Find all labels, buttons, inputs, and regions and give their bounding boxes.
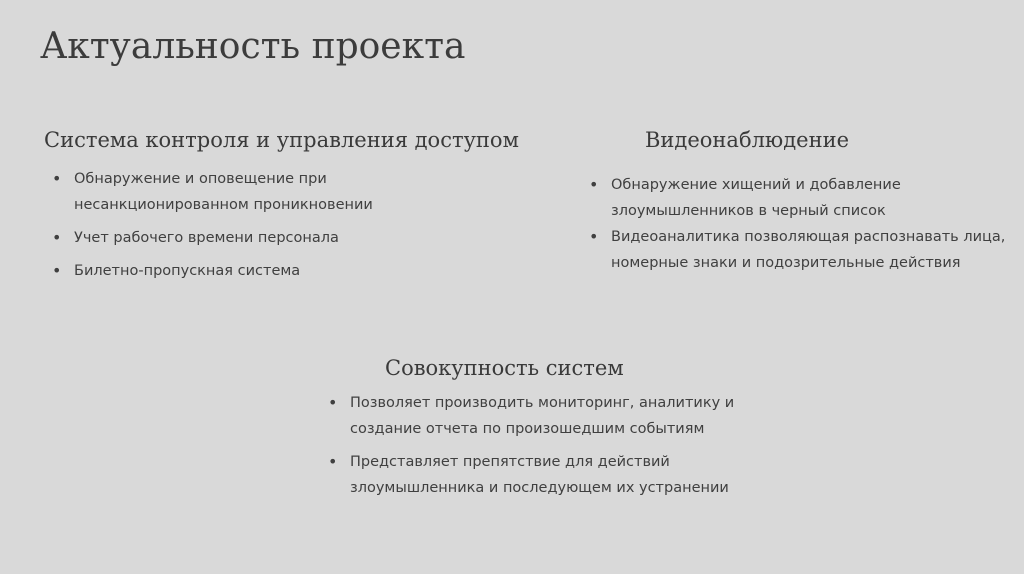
bullet-text: Учет рабочего времени персонала: [74, 230, 339, 246]
bullet-icon: •: [52, 261, 62, 280]
bullet-text: Обнаружение хищений и добавление злоумышленников в черный список: [611, 177, 901, 219]
bullet-icon: •: [589, 227, 599, 246]
access-control-bullet-list: [52, 166, 392, 291]
video-surveillance-bullet-list: [589, 172, 1009, 276]
combined-systems-bullet-list: [328, 390, 758, 508]
combined-systems-heading: Совокупность систем: [385, 356, 624, 380]
bullet-icon: •: [328, 452, 338, 471]
slide-title: Актуальность проекта: [40, 26, 466, 67]
bullet-icon: •: [52, 228, 62, 247]
access-control-heading: Система контроля и управления доступом: [44, 128, 519, 152]
list-item: [52, 258, 392, 284]
list-item: [328, 449, 758, 501]
list-item: [328, 390, 758, 442]
list-item: [52, 166, 392, 218]
list-item: [589, 172, 1009, 224]
bullet-text: Позволяет производить мониторинг, аналитику и создание отчета по произошедшим событиям: [350, 395, 735, 437]
list-item: [589, 224, 1009, 276]
bullet-icon: •: [589, 175, 599, 194]
bullet-text: Билетно-пропускная система: [74, 263, 301, 279]
bullet-text: Видеоаналитика позволяющая распознавать лица, номерные знаки и подозрительные действия: [611, 229, 1006, 271]
bullet-icon: •: [52, 169, 62, 188]
bullet-text: Обнаружение и оповещение при несанкционированном проникновении: [74, 171, 373, 213]
list-item: [52, 225, 392, 251]
bullet-icon: •: [328, 393, 338, 412]
video-surveillance-heading: Видеонаблюдение: [645, 128, 849, 152]
bullet-text: Представляет препятствие для действий злоумышленника и последующем их устранении: [350, 454, 729, 496]
